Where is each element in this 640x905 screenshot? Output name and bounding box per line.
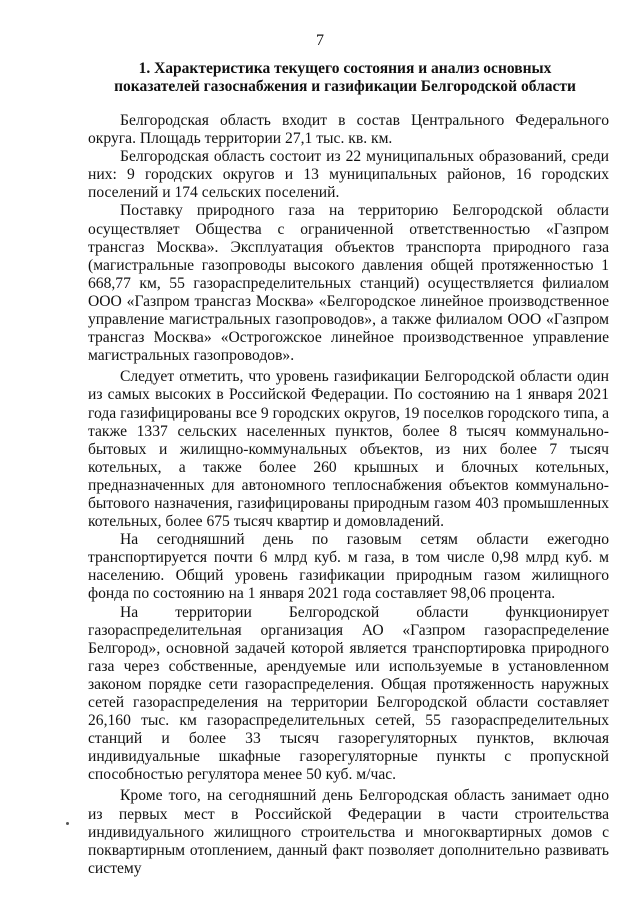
paragraph-area: Белгородская область входит в состав Центрального Федерального округа. Площадь территории 27,1 тыс. кв. км. (88, 112, 609, 148)
section-heading-line-1: 1. Характеристика текущего состояния и анализ основных (138, 60, 552, 77)
paragraph-gas-supply: Поставку природного газа на территорию Белгородской области осуществляет Общества с ограниченной ответственностью «Газпром трансгаз Москва». Эксплуатация объектов транспорта природного газа (магистральные газопроводы высокого давления общей протяженностью 1 668,77 км, 55 газораспределительных станций) осуществляется филиалом ООО «Газпром трансгаз Москва» «Белгородское линейное производственное управление магистральных газопроводов», а также филиалом ООО «Газпром трансгаз Москва» «Острогожское линейное производственное управление магистральных газопроводов». (88, 202, 609, 365)
section-heading (90, 60, 600, 96)
paragraph-housing-construction: Кроме того, на сегодняшний день Белгородская область занимает одно из первых мест в Российской Федерации в части строительства индивидуального жилищного строительства и многоквартирных домов с поквартирным отоплением, данный факт позволяет дополнительно развивать систему (88, 787, 609, 877)
body-text (88, 112, 609, 878)
paragraph-gas-transport: На сегодняшний день по газовым сетям области ежегодно транспортируется почти 6 млрд куб. м газа, в том числе 0,98 млрд куб. м населению. Общий уровень газификации природным газом жилищного фонда по состоянию на 1 января 2021 года составляет 98,06 процента. (88, 531, 609, 603)
page-number: 7 (316, 32, 324, 49)
section-heading-line-2: показателей газоснабжения и газификации Белгородской области (114, 78, 576, 95)
paragraph-gasification-level: Следует отметить, что уровень газификации Белгородской области один из самых высоких в Российской Федерации. По состоянию на 1 января 2021 года газифицированы все 9 городских округов, 19 поселков городского типа, а также 1337 сельских населенных пунктов, более 8 тысяч коммунально-бытовых и жилищно-коммунальных объектов, из них более 7 тысяч котельных, а также более 260 крышных и блочных котельных, предназначенных для автономного теплоснабжения объектов коммунально-бытового назначения, газифицированы природным газом 403 промышленных котельных, более 675 тысяч квартир и домовладений. (88, 368, 609, 531)
paragraph-municipalities: Белгородская область состоит из 22 муниципальных образований, среди них: 9 городских округов и 13 муниципальных районов, 16 городских поселений и 174 сельских поселений. (88, 148, 609, 202)
paragraph-distribution-organization: На территории Белгородской области функционирует газораспределительная организация АО «Газпром газораспределение Белгород», основной задачей которой является транспортировка природного газа через собственные, арендуемые или используемые в установленном законом порядке сети газораспределения. Общая протяженность наружных сетей газораспределения на территории Белгородской области составляет 26,160 тыс. км газораспределительных сетей, 55 газораспределительных станций и более 33 тысяч газорегуляторных пунктов, включая индивидуальные шкафные газорегуляторные пункты с пропускной способностью регулятора менее 50 куб. м/час. (88, 603, 609, 784)
scan-mark (66, 822, 69, 825)
